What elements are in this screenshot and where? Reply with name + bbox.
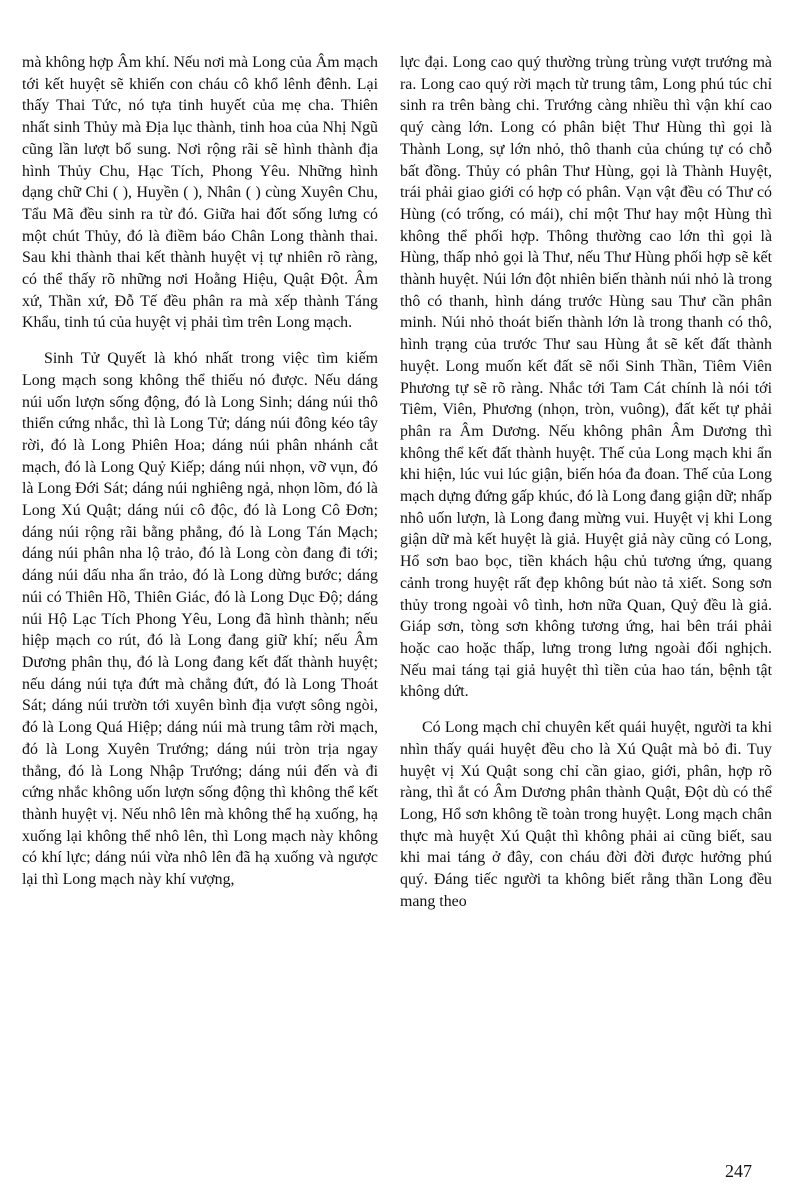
paragraph: Sinh Tử Quyết là khó nhất trong việc tìm kiếm Long mạch song không thể thiếu nó được. Nếu dáng núi uốn lượn sống động, đó là Long Sinh; dáng núi thô thiển cứng nhắc, thì là Long Tử; dáng núi đông kéo tây rời, đó là Long Phiên Hoa; dáng núi phân nhánh cắt mạch, đó là Long Quỷ Kiếp; dáng núi nhọn, vỡ vụn, đó là Long Đới Sát; dáng núi nghiêng ngả, nhọn lõm, đó là Long Xú Quật; dáng núi cô độc, đó là Long Cô Đơn; dáng núi rộng rãi bằng phẳng, đó là Long Tán Mạch; dáng núi phân nha lộ trảo, đó là Long còn đang đi tới; dáng núi dấu nha ẩn trảo, đó là Long dừng bước; dáng núi có Thiên Hồ, Thiên Giác, đó là Long Dục Độ; dáng núi Hộ Lạc Tích Phong Yêu, Long đã hình thành; nếu hiệp mạch co rút, đó là Long đang giữ khí; nếu Âm Dương phân thụ, đó là Long đang kết đất thành huyệt; nếu dáng núi tựa đứt mà chẳng đứt, đó là Long Thoát Sát; dáng núi trườn tới xuyên bình địa vượt sông ngòi, đó là Long Quá Hiệp; dáng núi mà trung tâm rời mạch, đó là Long Xuyên Trướng; dáng núi tròn trịa ngay thẳng, đó là Long Nhập Trướng; dáng núi đến và đi cứng nhắc không uốn lượn sống động thì không thể kết thành huyệt vị. Nếu nhô lên mà không thể hạ xuống, hạ xuống lại không thể nhô lên, thì Long mạch này không có khí lực; dáng núi vừa nhô lên đã hạ xuống và ngược lại thì Long mạch này khí vượng, <box>22 350 378 889</box>
paragraph: Có Long mạch chỉ chuyên kết quái huyệt, người ta khi nhìn thấy quái huyệt đều cho là Xú Quật mà bỏ đi. Tuy huyệt vị Xú Quật song chỉ cần giao, giới, phân, hợp rõ ràng, thì ắt có Âm Dương phân thành Quật, Đột dù có thể Long, Hổ sơn không tề toàn trong huyệt. Long mạch chân thực mà huyệt Xú Quật thì không phải ai cũng biết, sau khi mai táng ở đây, con cháu đời đời được hưởng phú quý. Đáng tiếc người ta không biết rằng thần Long đều mang theo <box>400 719 772 910</box>
page-number: 247 <box>725 1161 752 1181</box>
paragraph: mà không hợp Âm khí. Nếu nơi mà Long của Âm mạch tới kết huyệt sẽ khiến con cháu cô khổ lênh đênh. Lại thấy Thai Tức, nó tựa tinh huyết của mẹ cha. Thiên nhất sinh Thủy mà Địa lục thành, tinh hoa của Nhị Ngũ cũng lần lượt bổ sung. Nơi rộng rãi sẽ hình thành địa hình Thủy Chu, Hạc Tích, Phong Yêu. Những hình dạng chữ Chi ( ), Huyền ( ), Nhân ( ) cùng Xuyên Chu, Tẩu Mã đều sinh ra từ đó. Giữa hai đốt sống lưng có một chút Thủy, đó là điềm báo Chân Long thành thai. Sau khi thành thai kết thành huyệt vị tự nhiên rõ ràng, có thể thấy rõ những nơi Hoằng Hiệu, Quật Đột. Âm xứ, Thần xứ, Đỗ Tế đều phân ra mà xếp thành Táng Khẩu, tinh tú của huyệt vị phải tìm trên Long mạch. <box>22 54 378 332</box>
paragraph: lực đại. Long cao quý thường trùng trùng vượt trướng mà ra. Long cao quý rời mạch từ trung tâm, Long phú túc chỉ sinh ra trên bàng chi. Trướng càng nhiều thì vận khí cao quý càng lớn. Long có phân biệt Thư Hùng thì gọi là Thành Long, sự lớn nhỏ, thô thanh của chúng tự có chỗ bất đồng. Thủy có phân Thư Hùng, gọi là Thành Huyệt, trái phải giao giới có hợp có phân. Vạn vật đều có Thư có Hùng (có trống, có mái), chỉ một Thư hay một Hùng thì không thể phối hợp. Thông thường cao lớn thì gọi là Hùng, thấp nhỏ gọi là Thư, nếu Thư Hùng phối hợp sẽ kết thành huyệt. Núi lớn đột nhiên biến thành núi nhỏ là trong thô có thanh, hình dáng trước Hùng sau Thư cần phân minh. Núi nhỏ thoát biến thành lớn là trong thanh có thô, hình trạng của trước Thư sau Hùng ắt sẽ kết đất thành huyệt. Long muốn kết đất sẽ nổi Sinh Thần, Tiêm Viên Phương tự sẽ rõ ràng. Nhắc tới Tam Cát chính là nói tới Tiêm, Viên, Phương (nhọn, tròn, vuông), đất kết tự phải phân ra Âm Dương. Nếu không phân Âm Dương thì không thể kết đất thành huyệt. Thế của Long mạch khi ẩn khi hiện, lúc vui lúc giận, biến hóa đa đoan. Thế của Long mạch dựng đứng gấp khúc, đó là Long đang giận dữ; nhấp nhô uốn lượn, là Long đang mừng vui. Huyệt vị khi Long giận dữ mà kết huyệt là giả. Huyệt giả này cũng có Long, Hổ sơn bao bọc, tiền khách hậu chủ tương ứng, quang cảnh trong huyệt rất đẹp không bút nào tả xiết. Song sơn thủy trong ngoài vô tình, hơn nữa Quan, Quỷ đều là giả. Giáp sơn, tòng sơn không tương ứng, hai bên trái phải hoặc cao hoặc thấp, lưng trong lưng ngoài đối nghịch. Nếu mai táng tại giả huyệt thì tiền của hao tán, bệnh tật không dứt. <box>400 54 772 701</box>
left-column <box>22 52 378 891</box>
right-column <box>400 52 772 912</box>
